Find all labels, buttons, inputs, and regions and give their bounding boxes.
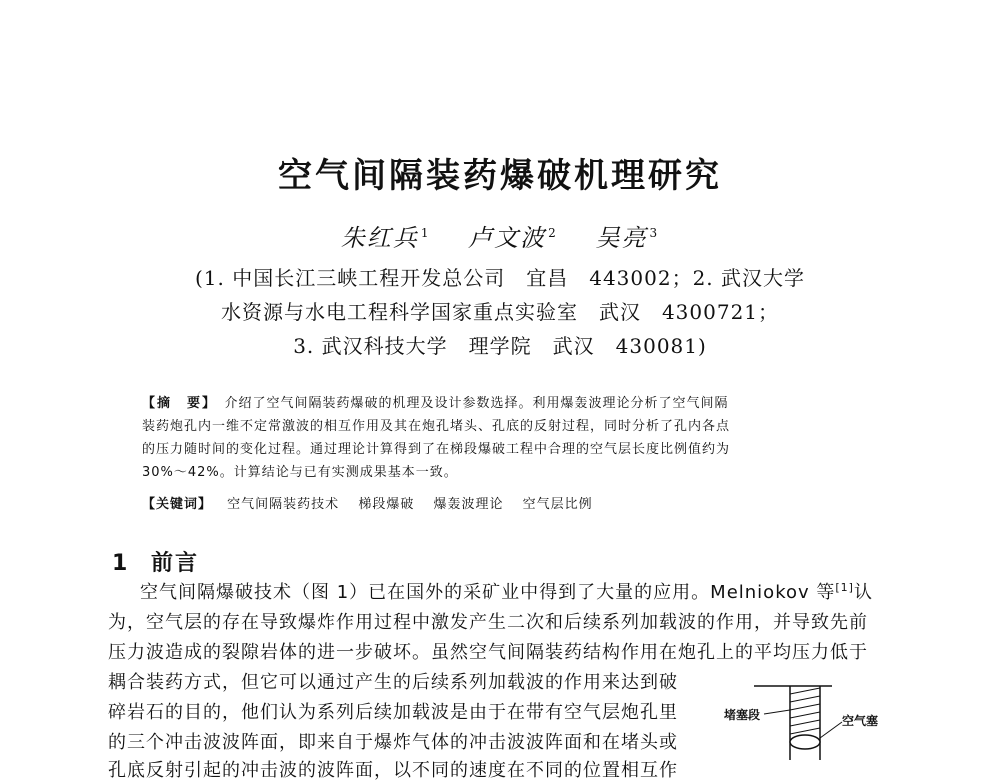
keyword: 空气层比例	[522, 497, 593, 512]
figure-1-borehole	[720, 664, 910, 760]
author-name: 卢文波	[468, 224, 547, 252]
author	[595, 218, 659, 253]
section-heading	[112, 546, 199, 577]
paper-title: 空气间隔装药爆破机理研究	[278, 156, 722, 196]
author-affiliation-mark: 1	[420, 226, 431, 240]
body-text-line: 压力波造成的裂隙岩体的进一步破坏。虽然空气间隔装药结构作用在炮孔上的平均压力低于	[108, 642, 868, 663]
section-title: 前言	[150, 551, 199, 576]
stemming-hatch	[790, 688, 820, 734]
affiliation-line: (1. 中国长江三峡工程开发总公司 宜昌 443002；2. 武汉大学	[194, 266, 806, 290]
author-affiliation-mark: 3	[649, 226, 660, 240]
body-text-line: 孔底反射引起的冲击波的波阵面，以不同的速度在不同的位置相互作	[108, 760, 678, 781]
author	[468, 218, 558, 253]
author-list	[0, 218, 1000, 253]
keywords	[142, 494, 882, 516]
keyword: 爆轰波理论	[433, 497, 504, 512]
citation-ref: [1]	[835, 581, 854, 594]
body-text: 空气间隔爆破技术（图 1）已在国外的采矿业中得到了大量的应用。Melniokov 等	[140, 582, 836, 603]
body-text-line: 为，空气层的存在导致爆炸作用过程中激发产生二次和后续系列加载波的作用，并导致先前	[108, 612, 868, 633]
air-plug-leader-line	[820, 722, 842, 738]
abstract-line	[142, 392, 882, 415]
author	[341, 218, 431, 253]
figure-label-stemming: 堵塞段	[724, 708, 761, 722]
abstract-line: 30%～42%。计算结论与已有实测成果基本一致。	[142, 465, 458, 480]
author-name: 朱红兵	[340, 224, 419, 252]
body-text-line	[140, 578, 873, 604]
affiliation-line: 水资源与水电工程科学国家重点实验室 武汉 4300721；	[220, 300, 780, 324]
section-number: 1	[112, 551, 130, 576]
affiliation-line: 3. 武汉科技大学 理学院 武汉 430081)	[293, 334, 707, 358]
body-text-line: 耦合装药方式，但它可以通过产生的后续系列加载波的作用来达到破	[108, 672, 678, 693]
body-text-line: 的三个冲击波波阵面，即来自于爆炸气体的冲击波波阵面和在堵头或	[108, 732, 678, 753]
stemming-leader-line	[764, 710, 790, 714]
author-name: 吴亮	[595, 224, 648, 252]
abstract-label: 【摘 要】	[142, 396, 211, 411]
abstract-line: 装药炮孔内一维不定常激波的相互作用及其在炮孔堵头、孔底的反射过程，同时分析了孔内各点	[142, 419, 731, 434]
keyword: 梯段爆破	[358, 497, 415, 512]
air-plug	[790, 735, 820, 749]
abstract-line: 的压力随时间的变化过程。通过理论计算得到了在梯段爆破工程中合理的空气层长度比例值约为	[142, 442, 731, 457]
figure-label-air-plug: 空气塞	[842, 714, 879, 728]
body-text-line: 碎岩石的目的，他们认为系列后续加载波是由于在带有空气层炮孔里	[108, 702, 678, 723]
keyword: 空气间隔装药技术	[227, 497, 340, 512]
abstract	[142, 392, 882, 484]
author-affiliation-mark: 2	[548, 226, 558, 240]
keywords-label: 【关键词】	[142, 497, 213, 512]
abstract-text: 介绍了空气间隔装药爆破的机理及设计参数选择。利用爆轰波理论分析了空气间隔	[224, 396, 729, 411]
body-text: 认	[853, 582, 873, 603]
